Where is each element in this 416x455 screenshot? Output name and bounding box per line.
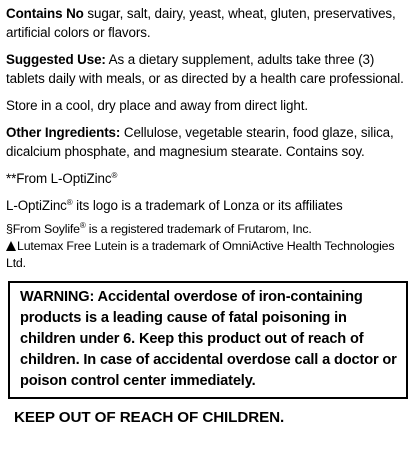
other-ingredients-heading: Other Ingredients: xyxy=(6,125,121,140)
registered-mark: ® xyxy=(79,221,86,230)
optizinc-trademark-note xyxy=(6,196,410,215)
lutemax-trademark-text: Lutemax Free Lutein is a trademark of OmniActive Health Technologies Ltd. xyxy=(6,239,395,270)
contains-no-statement xyxy=(6,4,410,42)
contains-no-text: sugar, salt, dairy, yeast, wheat, gluten, preservatives, artificial colors or flavors. xyxy=(6,6,396,40)
soylife-name: §From Soylife xyxy=(6,222,80,236)
other-ingredients-statement xyxy=(6,123,410,161)
suggested-use-statement xyxy=(6,50,410,88)
soylife-trademark-note xyxy=(6,221,410,238)
registered-mark: ® xyxy=(111,171,118,180)
optizinc-trademark-text: its logo is a trademark of Lonza or its affiliates xyxy=(72,198,343,213)
iron-warning-text: WARNING: Accidental overdose of iron-containing products is a leading cause of fatal poisoning in children under 6. Keep this product out of reach of children. In case of accidental overdose call a doctor or poison control center immediately. xyxy=(20,289,397,389)
lutemax-trademark-note xyxy=(6,238,410,272)
contains-no-heading: Contains No xyxy=(6,6,84,21)
iron-warning-box xyxy=(8,281,408,399)
keep-out-of-reach-statement: KEEP OUT OF REACH OF CHILDREN. xyxy=(14,409,285,426)
optizinc-name: L-OptiZinc xyxy=(6,198,67,213)
other-ingredients-text: Cellulose, vegetable stearin, food glaze, silica, dicalcium phosphate, and magnesium stearate. Contains soy. xyxy=(6,125,394,159)
suggested-use-heading: Suggested Use: xyxy=(6,52,106,67)
suggested-use-text: As a dietary supplement, adults take three (3) tablets daily with meals, or as directed by a health care professional. xyxy=(6,52,404,86)
registered-mark: ® xyxy=(66,198,73,207)
optizinc-source-note xyxy=(6,169,410,188)
soylife-trademark-text: is a registered trademark of Frutarom, Inc. xyxy=(85,222,312,236)
triangle-icon xyxy=(6,241,16,251)
optizinc-source-text: **From L-OptiZinc xyxy=(6,171,112,186)
storage-statement: Store in a cool, dry place and away from direct light. xyxy=(6,98,308,113)
